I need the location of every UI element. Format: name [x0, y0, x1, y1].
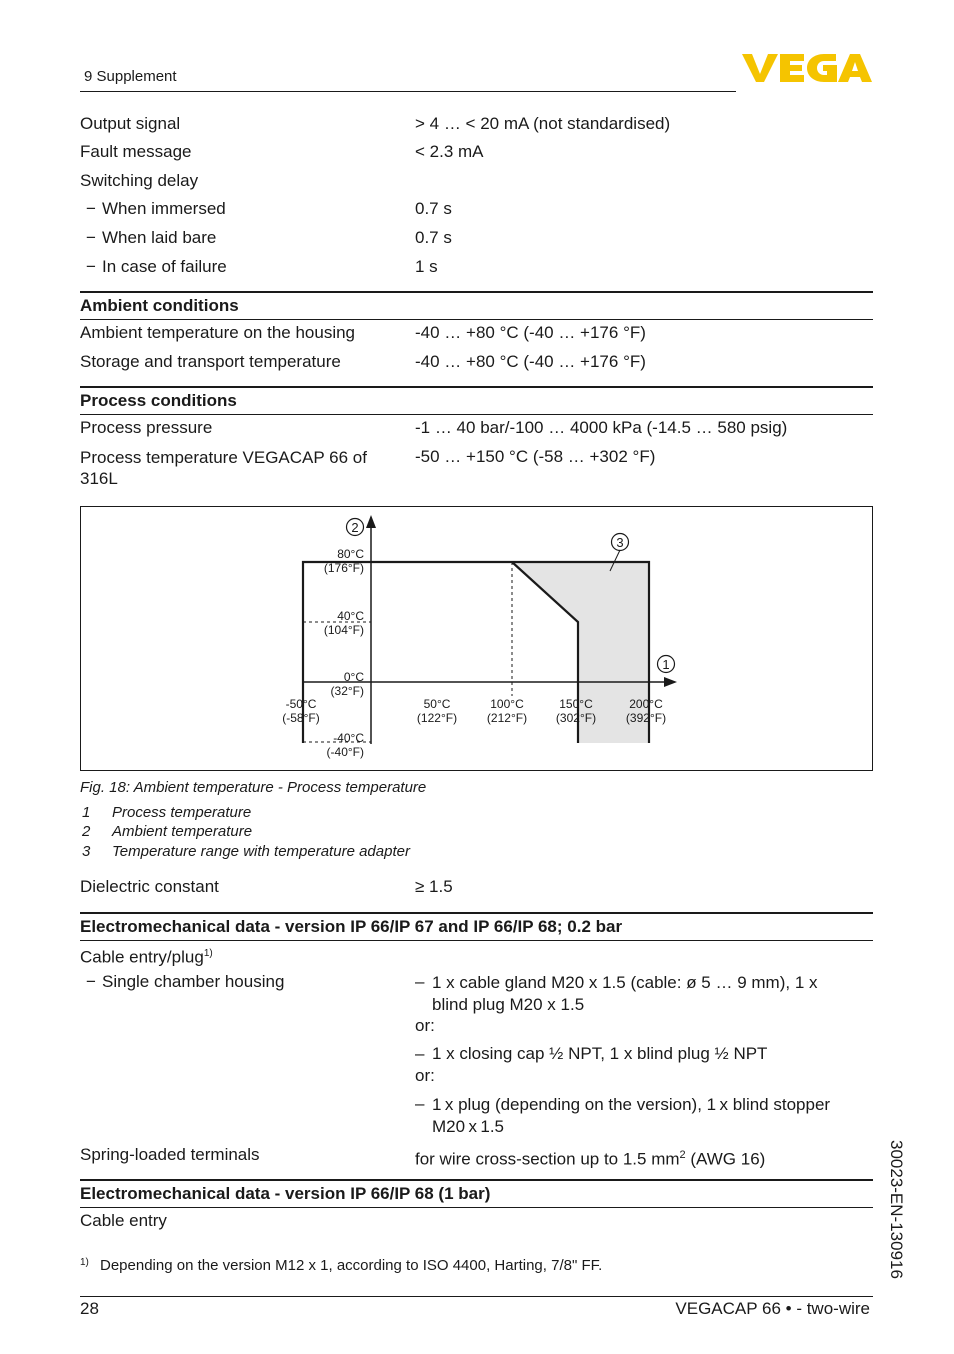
option-dash: – [415, 1044, 425, 1063]
option-3-text: 1 x plug (depending on the version), 1 x blind stopper M20 x 1.5 [432, 1095, 831, 1136]
ambient-housing-value: -40 … +80 °C (-40 … +176 °F) [415, 323, 646, 342]
heading-rule [80, 1207, 873, 1208]
cable-entry-plug-label: Cable entry/plug$^{1)}$ [80, 947, 213, 967]
storage-temp-value: -40 … +80 °C (-40 … +176 °F) [415, 352, 646, 371]
section-rule [80, 291, 873, 293]
marker-2: 2 [351, 520, 359, 535]
output-signal-value: > 4 … < 20 mA (not standardised) [415, 114, 671, 133]
option-2-text: 1 x closing cap ½ NPT, 1 x blind plug ½ NPT [432, 1044, 768, 1063]
dash-icon: − [86, 228, 96, 247]
heading-rule [80, 940, 873, 941]
when-laid-bare-label: When laid bare [102, 228, 217, 247]
footnote-ref[interactable]: 1) [203, 948, 213, 959]
footnote-text: Depending on the version M12 x 1, according to ISO 4400, Harting, 7/8" FF. [100, 1257, 603, 1274]
process-heading: Process conditions [80, 391, 237, 410]
dielectric-value: ≥ 1.5 [415, 877, 453, 896]
when-immersed-label: When immersed [102, 199, 226, 218]
when-laid-bare-value: 0.7 s [415, 228, 452, 247]
option-dash: – [415, 1094, 425, 1113]
figure-caption: Fig. 18: Ambient temperature - Process temperature [80, 779, 427, 796]
in-case-of-failure-value: 1 s [415, 257, 438, 276]
option-1-text: 1 x cable gland M20 x 1.5 (cable: ø 5 … 9 mm), 1 x blind plug M20 x 1.5 [432, 973, 818, 1014]
fault-message-value: < 2.3 mA [415, 142, 484, 161]
x-tick-150: 150°C (302°F) [555, 697, 597, 725]
section-rule [80, 386, 873, 388]
dielectric-label: Dielectric constant [80, 877, 219, 896]
option-dash: – [415, 972, 425, 991]
heading-rule [80, 414, 873, 415]
marker-3: 3 [616, 535, 624, 550]
option-or: or: [415, 1066, 435, 1085]
ambient-heading: Ambient conditions [80, 296, 239, 315]
y-axis-arrow [366, 515, 376, 528]
process-pressure-value: -1 … 40 bar/-100 … 4000 kPa (-14.5 … 580 psig) [415, 418, 788, 437]
storage-temp-label: Storage and transport temperature [80, 352, 341, 371]
legend-num-3: 3 [82, 843, 91, 860]
footer-rule [80, 1296, 873, 1297]
x-tick-minus50: -50°C (-58°F) [282, 697, 320, 725]
electro2-heading: Electromechanical data - version IP 66/IP 68 (1 bar) [80, 1184, 491, 1203]
section-rule [80, 1179, 873, 1181]
process-temp-value: -50 … +150 °C (-58 … +302 °F) [415, 447, 656, 466]
switching-delay-label: Switching delay [80, 171, 199, 190]
legend-text-2: Ambient temperature [112, 823, 253, 840]
x-tick-50: 50°C (122°F) [416, 697, 458, 725]
single-chamber-label: Single chamber housing [102, 972, 285, 991]
document-code: 30023-EN-130916 [887, 1140, 906, 1279]
terminals-value: for wire cross-section up to 1.5 $mm^2$ (AWG 16) [415, 1149, 766, 1169]
dash-icon: − [86, 257, 96, 276]
y-tick-80: 80°C (176°F) [323, 547, 364, 575]
page-number: 28 [80, 1299, 99, 1318]
y-tick-0: 0°C (32°F) [330, 670, 364, 698]
option-or: or: [415, 1016, 435, 1035]
dash-icon: − [86, 199, 96, 218]
x-tick-100: 100°C (212°F) [486, 697, 528, 725]
fault-message-label: Fault message [80, 142, 192, 161]
section-title: 9 Supplement [84, 68, 177, 85]
temperature-diagram [80, 506, 873, 771]
y-tick-minus40: -40°C (-40°F) [326, 731, 364, 759]
dash-icon: − [86, 972, 96, 991]
terminals-label: Spring-loaded terminals [80, 1145, 260, 1164]
output-signal-label: Output signal [80, 114, 181, 133]
legend-text-3: Temperature range with temperature adapter [112, 843, 410, 860]
process-temp-label: Process temperature VEGACAP 66 of 316L [80, 448, 367, 488]
y-tick-40: 40°C (104°F) [323, 609, 364, 637]
x-axis-arrow [664, 677, 677, 687]
electro1-heading: Electromechanical data - version IP 66/IP 67 and IP 66/IP 68; 0.2 bar [80, 917, 623, 936]
legend-text-1: Process temperature [112, 804, 252, 821]
product-name: VEGACAP 66 • - two-wire [675, 1299, 870, 1318]
when-immersed-value: 0.7 s [415, 199, 452, 218]
legend-num-1: 1 [82, 804, 91, 821]
x-tick-200: 200°C (392°F) [625, 697, 667, 725]
process-pressure-label: Process pressure [80, 418, 213, 437]
marker-1: 1 [662, 657, 670, 672]
footnote-mark: 1) [80, 1257, 89, 1268]
in-case-of-failure-label: In case of failure [102, 257, 227, 276]
ambient-housing-label: Ambient temperature on the housing [80, 323, 356, 342]
heading-rule [80, 319, 873, 320]
legend-num-2: 2 [82, 823, 91, 840]
vega-logo [740, 50, 874, 86]
cable-entry-label: Cable entry [80, 1211, 167, 1230]
header-rule [80, 91, 736, 92]
section-rule [80, 912, 873, 914]
